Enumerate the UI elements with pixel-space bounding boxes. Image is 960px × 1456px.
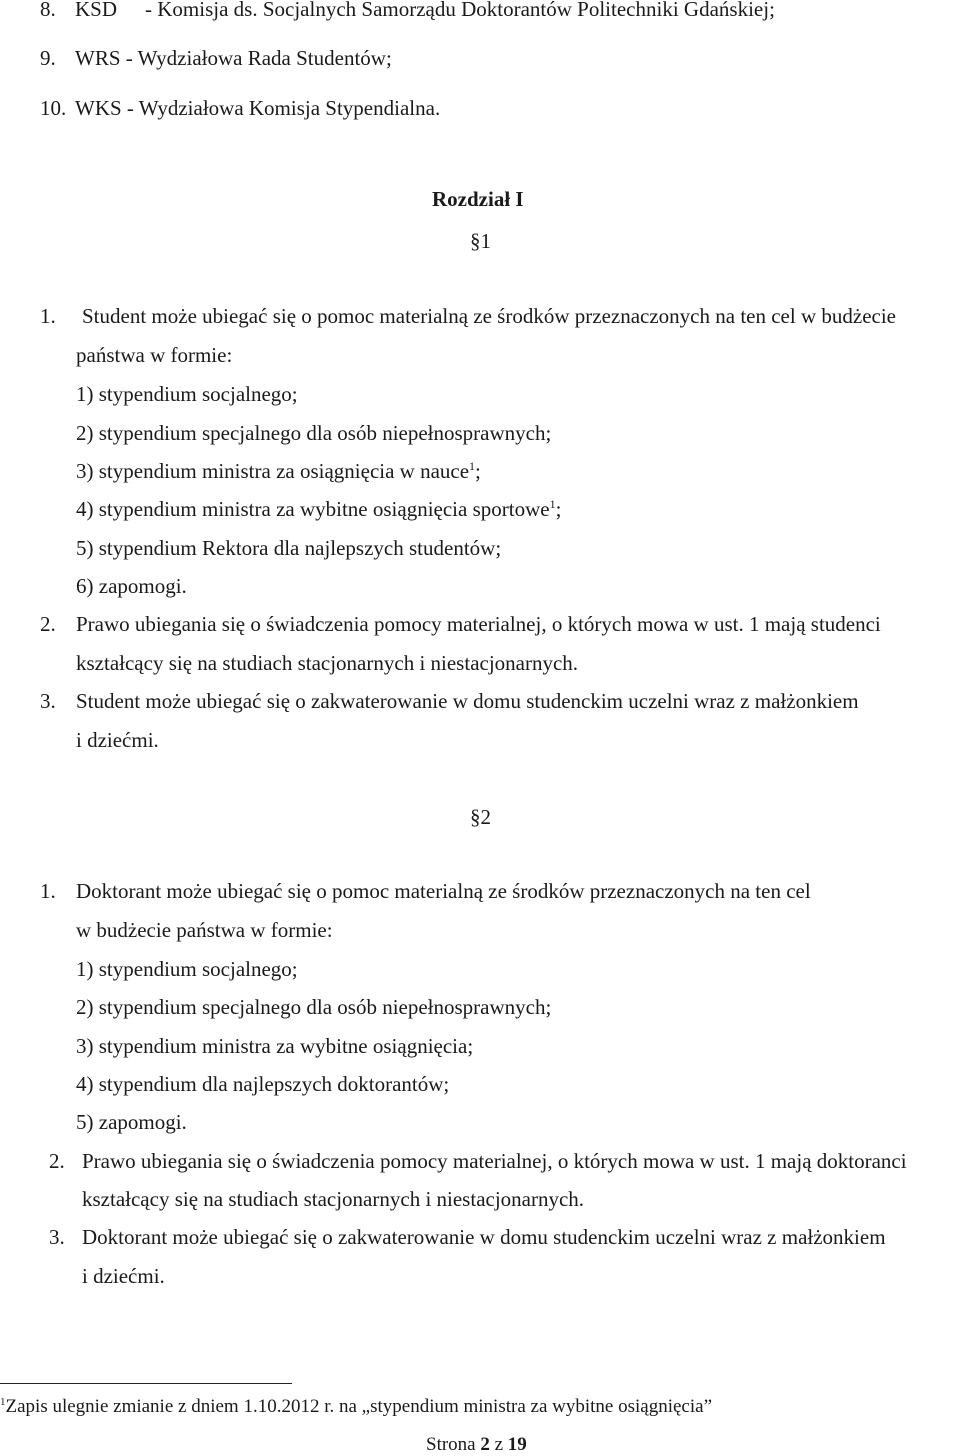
- list-item: 5) zapomogi.: [76, 1110, 187, 1134]
- abbr-number: 10.: [40, 96, 67, 120]
- list-item: 1) stypendium socjalnego;: [76, 382, 298, 406]
- paragraph-text: i dziećmi.: [76, 728, 159, 752]
- list-item: 4) stypendium ministra za wybitne osiągnięcia sportowe$^1$;: [76, 497, 562, 521]
- page-number: Strona 2 z 19: [426, 1434, 527, 1455]
- section-heading: §1: [470, 229, 491, 253]
- abbr-number: 8.: [40, 0, 56, 21]
- list-item: 5) stypendium Rektora dla najlepszych studentów;: [76, 536, 502, 560]
- paragraph-text: Prawo ubiegania się o świadczenia pomocy materialnej, o których mowa w ust. 1 mają studenci: [76, 612, 881, 636]
- paragraph-text: Prawo ubiegania się o świadczenia pomocy materialnej, o których mowa w ust. 1 mają doktoranci: [82, 1149, 907, 1173]
- paragraph-text: kształcący się na studiach stacjonarnych i niestacjonarnych.: [76, 651, 579, 675]
- total-pages: 19: [507, 1434, 527, 1455]
- abbr-number: 9.: [40, 46, 56, 70]
- paragraph-text: Student może ubiegać się o zakwaterowanie w domu studenckim uczelni wraz z małżonkiem: [76, 689, 859, 713]
- footnote: [0, 1396, 712, 1418]
- paragraph-text: i dziećmi.: [82, 1264, 165, 1288]
- paragraph-number: 3.: [49, 1225, 65, 1249]
- footnote-separator: [0, 1383, 292, 1384]
- footnote-ref[interactable]: 1: [549, 497, 556, 511]
- paragraph-text: kształcący się na studiach stacjonarnych i niestacjonarnych.: [82, 1187, 585, 1211]
- list-item: 2) stypendium specjalnego dla osób niepełnosprawnych;: [76, 995, 552, 1019]
- paragraph-text: Student może ubiegać się o pomoc materialną ze środków przeznaczonych na ten cel w budżecie: [82, 304, 896, 328]
- paragraph-text: Doktorant może ubiegać się o zakwaterowanie w domu studenckim uczelni wraz z małżonkiem: [82, 1225, 886, 1249]
- paragraph-number: 2.: [49, 1149, 65, 1173]
- paragraph-number: 1.: [40, 304, 56, 328]
- list-item: 1) stypendium socjalnego;: [76, 957, 298, 981]
- paragraph-text: Doktorant może ubiegać się o pomoc materialną ze środków przeznaczonych na ten cel: [76, 879, 811, 903]
- list-item: 2) stypendium specjalnego dla osób niepełnosprawnych;: [76, 421, 552, 445]
- abbr-description: WKS - Wydziałowa Komisja Stypendialna.: [75, 96, 441, 120]
- section-sign: §: [470, 229, 481, 253]
- list-item: 3) stypendium ministra za osiągnięcia w nauce$^1$;: [76, 459, 481, 483]
- section-heading: §2: [470, 805, 491, 829]
- paragraph-number: 2.: [40, 612, 56, 636]
- list-item: 4) stypendium dla najlepszych doktorantów;: [76, 1072, 450, 1096]
- abbr-code: KSD: [75, 0, 118, 21]
- paragraph-text: państwa w formie:: [76, 343, 233, 367]
- paragraph-number: 1.: [40, 879, 56, 903]
- paragraph-number: 3.: [40, 689, 56, 713]
- footnote-ref[interactable]: 1: [469, 459, 476, 473]
- abbr-description: WRS - Wydziałowa Rada Studentów;: [75, 46, 392, 70]
- list-item: 6) zapomogi.: [76, 574, 187, 598]
- list-item: 3) stypendium ministra za wybitne osiągnięcia;: [76, 1034, 474, 1058]
- current-page: 2: [480, 1434, 490, 1455]
- chapter-title: Rozdział I: [432, 187, 524, 211]
- footnote-mark: 1: [0, 1396, 6, 1408]
- section-sign: §: [470, 805, 481, 829]
- abbr-description: - Komisja ds. Socjalnych Samorządu Doktorantów Politechniki Gdańskiej;: [145, 0, 775, 21]
- paragraph-text: w budżecie państwa w formie:: [76, 918, 333, 942]
- footnote-text: Zapis ulegnie zmianie z dniem 1.10.2012 r. na „stypendium ministra za wybitne osiągnięcia”: [5, 1396, 712, 1417]
